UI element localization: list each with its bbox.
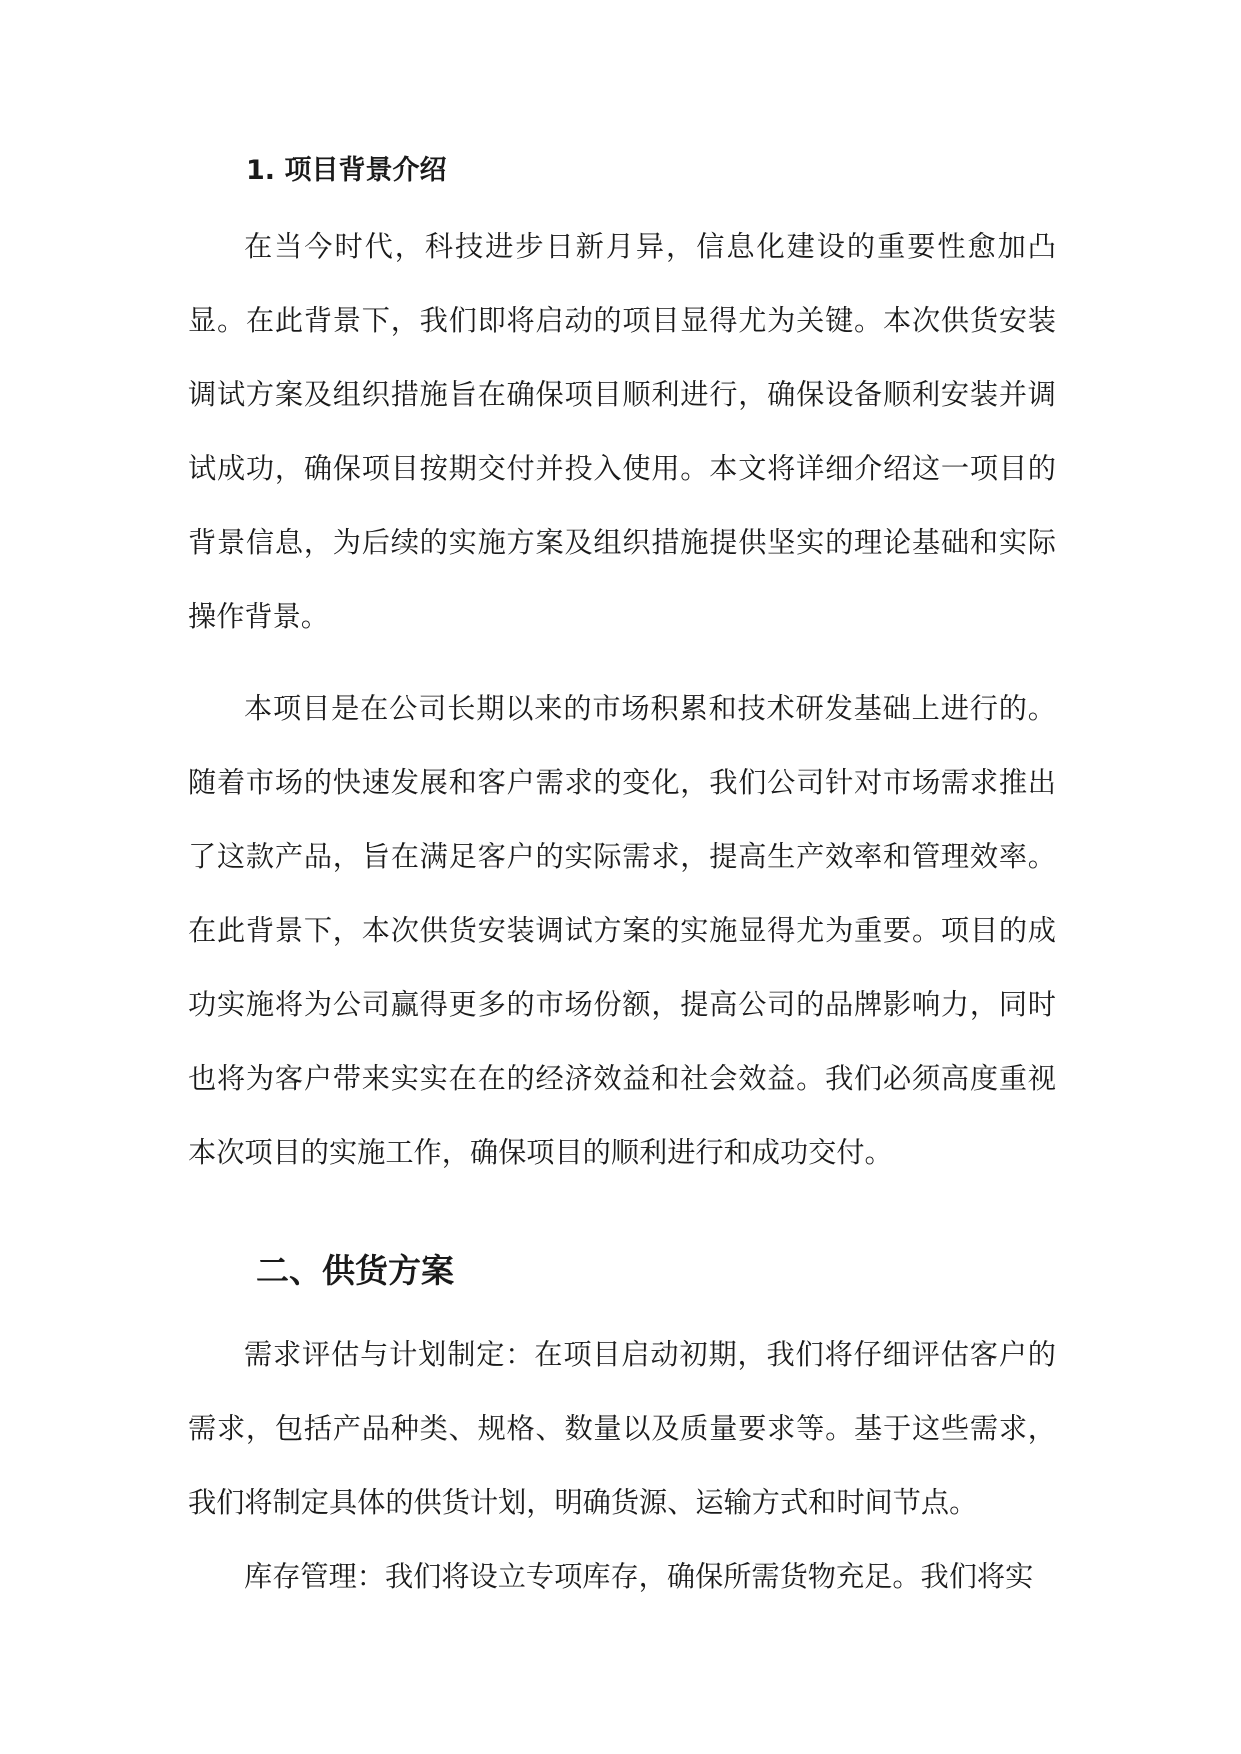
section-heading-supply-plan: 二、供货方案 [256, 1251, 454, 1290]
paragraph-demand-assessment: 需求评估与计划制定：在项目启动初期，我们将仔细评估客户的需求，包括产品种类、规格、数量以及质量要求等。基于这些需求，我们将制定具体的供货计划，明确货源、运输方式和时间节点。 [188, 1338, 1056, 1519]
section-heading-project-background: 1. 项目背景介绍 [246, 155, 447, 186]
paragraph-inventory-management: 库存管理：我们将设立专项库存，确保所需货物充足。我们将实 [244, 1560, 1034, 1593]
paragraph-project-basis: 本项目是在公司长期以来的市场积累和技术研发基础上进行的。随着市场的快速发展和客户需求的变化，我们公司针对市场需求推出了这款产品，旨在满足客户的实际需求，提高生产效率和管理效率。在此背景下，本次供货安装调试方案的实施显得尤为重要。项目的成功实施将为公司赢得更多的市场份额，提高公司的品牌影响力，同时也将为客户带来实实在在的经济效益和社会效益。我们必须高度重视本次项目的实施工作，确保项目的顺利进行和成功交付。 [188, 692, 1056, 1169]
paragraph-background-intro: 在当今时代，科技进步日新月异，信息化建设的重要性愈加凸显。在此背景下，我们即将启动的项目显得尤为关键。本次供货安装调试方案及组织措施旨在确保项目顺利进行，确保设备顺利安装并调试成功，确保项目按期交付并投入使用。本文将详细介绍这一项目的背景信息，为后续的实施方案及组织措施提供坚实的理论基础和实际操作背景。 [188, 230, 1056, 633]
